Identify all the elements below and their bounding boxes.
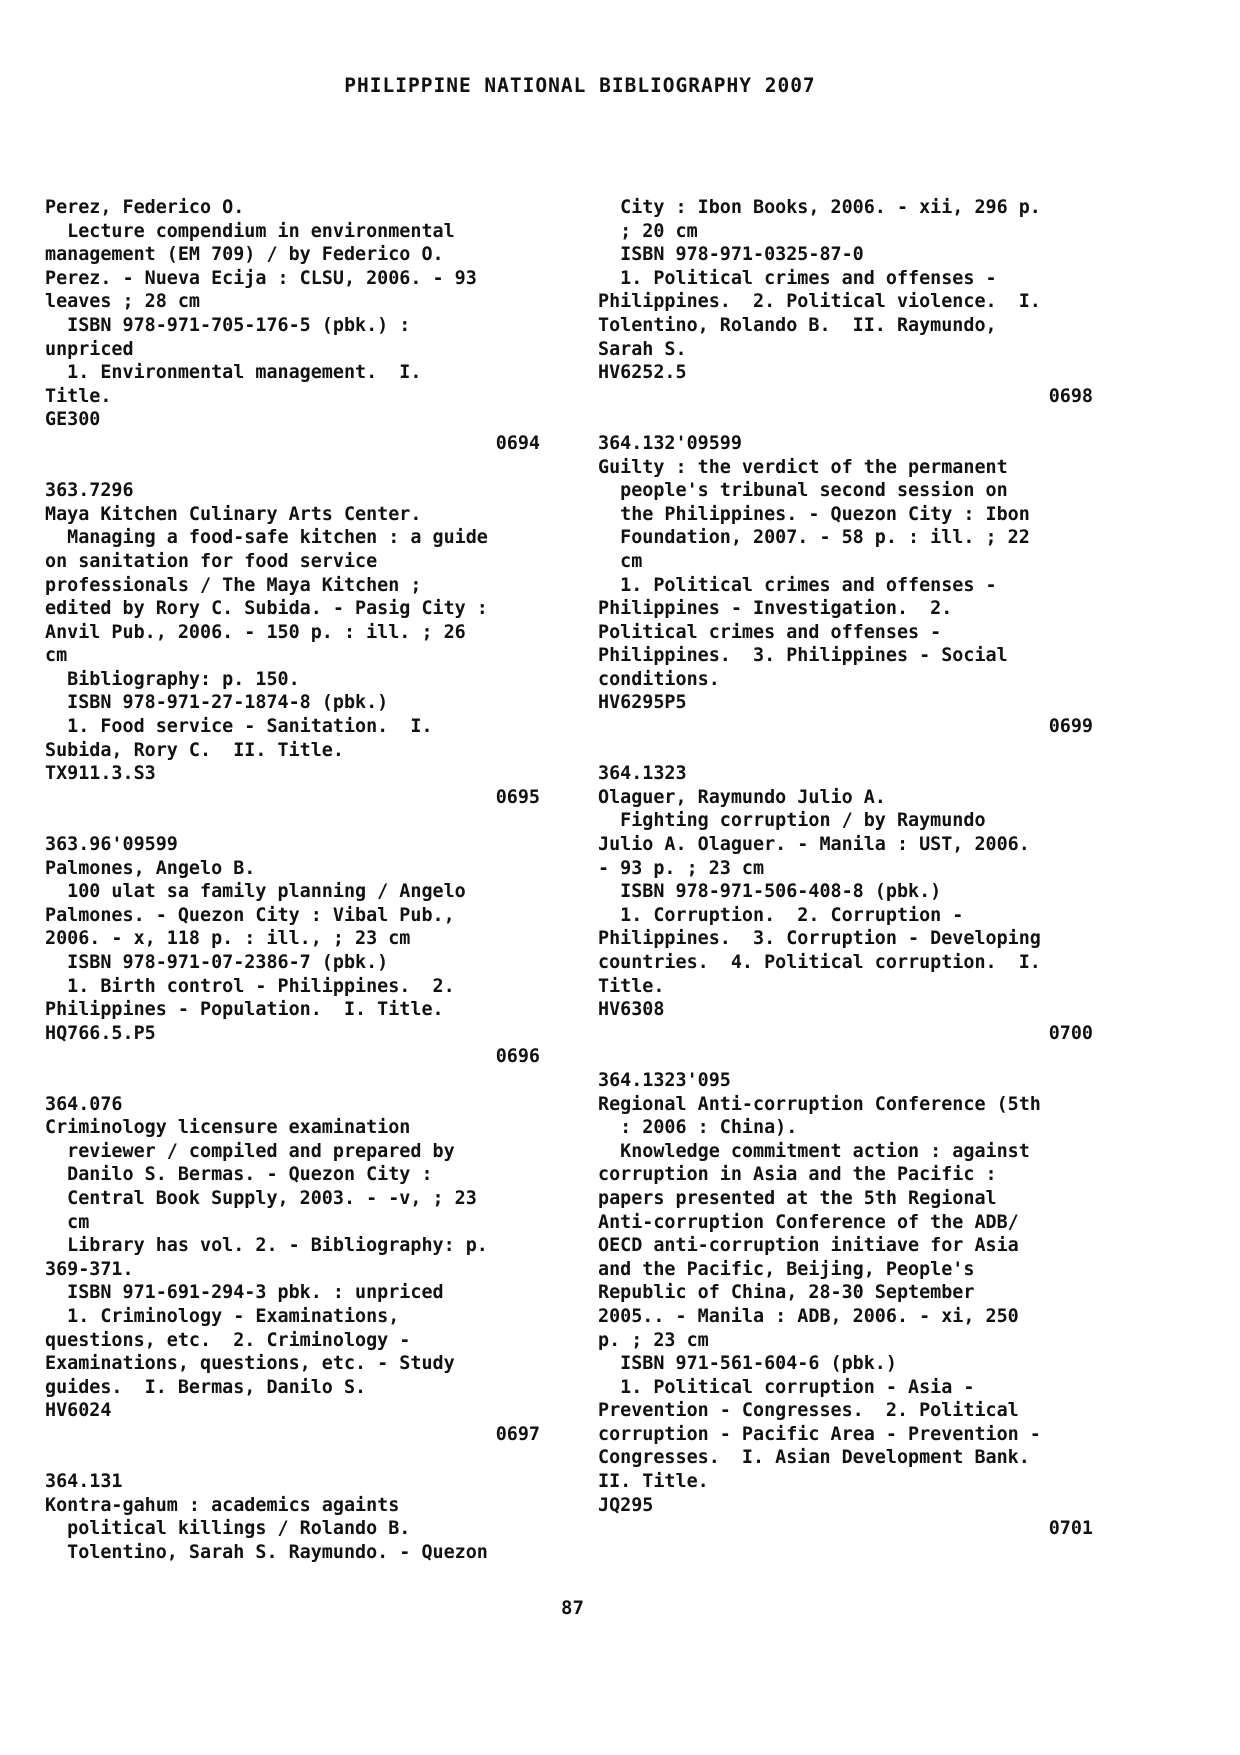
entry-line: Perez, Federico O. — [45, 197, 245, 218]
entry-line: Julio A. Olaguer. - Manila : UST, 2006. — [598, 834, 1030, 856]
entry-line: questions, etc. 2. Criminology - — [45, 1329, 411, 1351]
entry-line: HV6024 — [45, 1400, 112, 1422]
entry-line: Republic of China, 28-30 September — [598, 1282, 975, 1304]
entry-line: 1. Criminology - Examinations, — [45, 1305, 400, 1327]
entry-line: political killings / Rolando B. — [45, 1518, 411, 1540]
entry-line: ISBN 978-971-07-2386-7 (pbk.) — [45, 952, 389, 973]
entry-line: Anti-corruption Conference of the ADB/ — [598, 1211, 1019, 1233]
entry-line: Kontra-gahum : academics againts — [45, 1494, 400, 1516]
entry-line: 369-371. — [45, 1258, 134, 1280]
entry-line: Foundation, 2007. - 58 p. : ill. ; 22 — [598, 527, 1030, 549]
entry-spacer — [598, 408, 1093, 432]
entry-line: HQ766.5.P5 — [45, 1022, 156, 1044]
entry-line: Philippines. 2. Political violence. I. — [598, 291, 1041, 313]
entry-line: Prevention - Congresses. 2. Political — [598, 1400, 1019, 1422]
entry-line: City : Ibon Books, 2006. - xii, 296 p. — [598, 197, 1041, 218]
entry-line: Sarah S. — [598, 338, 687, 360]
entry-line: II. Title. — [598, 1471, 709, 1493]
entry-line: 1. Food service - Sanitation. I. — [45, 716, 433, 738]
entry-line: management (EM 709) / by Federico O. — [45, 244, 444, 266]
entry-line: OECD anti-corruption initiave for Asia — [598, 1235, 1019, 1257]
entry-line: Bibliography: p. 150. — [45, 668, 300, 690]
entry-line: 100 ulat sa family planning / Angelo — [45, 881, 466, 903]
entry-line: ISBN 971-561-604-6 (pbk.) — [598, 1353, 897, 1375]
entry-line: GE300 — [45, 409, 101, 431]
left-column — [45, 196, 540, 1564]
entry-line: Palmones. - Quezon City : Vibal Pub., — [45, 904, 455, 926]
entry-line: cm — [45, 1211, 90, 1233]
entry-line: Examinations, questions, etc. - Study — [45, 1353, 455, 1375]
entry-number: 0699 — [1048, 716, 1093, 738]
entry-line: 1. Corruption. 2. Corruption - — [598, 904, 964, 926]
entry-line: people's tribunal second session on — [598, 480, 1008, 502]
entry-line: papers presented at the 5th Regional — [598, 1187, 997, 1209]
entry-line: unpriced — [45, 338, 134, 360]
entry-line: Central Book Supply, 2003. - -v, ; 23 — [45, 1187, 477, 1209]
entry-line: 1. Political crimes and offenses - — [598, 267, 997, 289]
entry-line: 363.7296 — [45, 480, 134, 502]
entry-number: 0701 — [1048, 1518, 1093, 1540]
entry-number: 0694 — [495, 432, 540, 454]
entry-line: leaves ; 28 cm — [45, 291, 201, 313]
entry-line: Philippines - Investigation. 2. — [598, 598, 953, 620]
page-title: PHILIPPINE NATIONAL BIBLIOGRAPHY 2007 — [344, 74, 816, 97]
entry-line: cm — [598, 550, 643, 572]
entry-line: cm — [45, 645, 68, 667]
entry-line: Congresses. I. Asian Development Bank. — [598, 1447, 1030, 1469]
entry-line: reviewer / compiled and prepared by — [45, 1140, 455, 1162]
entry-line: HV6295P5 — [598, 692, 687, 714]
entry-line: Philippines. 3. Philippines - Social — [598, 645, 1008, 667]
entry-line: 364.1323'095 — [598, 1069, 731, 1091]
entry-line: corruption in Asia and the Pacific : — [598, 1164, 997, 1186]
entry-line: Guilty : the verdict of the permanent — [598, 456, 1008, 478]
entry-line: Political crimes and offenses - — [598, 621, 942, 643]
entry-line: ; 20 cm — [598, 220, 698, 242]
entry-number: 0697 — [495, 1423, 540, 1445]
entry-line: TX911.3.S3 — [45, 763, 156, 785]
entry-spacer — [598, 739, 1093, 763]
entry-line: Tolentino, Rolando B. II. Raymundo, — [598, 314, 997, 336]
entry-line: 1. Political crimes and offenses - — [598, 574, 997, 596]
entry-spacer — [598, 1045, 1093, 1069]
entry-line: edited by Rory C. Subida. - Pasig City : — [45, 598, 488, 620]
entry-line: conditions. — [598, 668, 720, 690]
entry-line: p. ; 23 cm — [598, 1329, 709, 1351]
entry-number: 0700 — [1048, 1022, 1093, 1044]
entry-spacer — [45, 1446, 540, 1470]
entry-line: Knowledge commitment action : against — [598, 1140, 1030, 1162]
entry-line: ISBN 978-971-0325-87-0 — [598, 244, 864, 266]
entry-line: guides. I. Bermas, Danilo S. — [45, 1376, 367, 1398]
entry-line: Danilo S. Bermas. - Quezon City : — [45, 1164, 433, 1186]
entry-line: 1. Political corruption - Asia - — [598, 1376, 975, 1398]
entry-number: 0698 — [1048, 385, 1093, 407]
entry-line: HV6252.5 — [598, 362, 687, 384]
entry-line: ISBN 978-971-705-176-5 (pbk.) : — [45, 314, 411, 336]
entry-line: the Philippines. - Quezon City : Ibon — [598, 503, 1030, 525]
entry-line: 2005.. - Manila : ADB, 2006. - xi, 250 — [598, 1305, 1019, 1327]
entry-line: Olaguer, Raymundo Julio A. — [598, 786, 886, 808]
entry-line: Managing a food-safe kitchen : a guide — [45, 527, 488, 549]
entry-spacer — [45, 456, 540, 480]
entry-line: Regional Anti-corruption Conference (5th — [598, 1093, 1041, 1115]
entry-line: Fighting corruption / by Raymundo — [598, 810, 986, 832]
entry-line: Perez. - Nueva Ecija : CLSU, 2006. - 93 — [45, 267, 477, 289]
entry-line: 364.076 — [45, 1093, 123, 1115]
entry-line: JQ295 — [598, 1494, 654, 1516]
entry-line: Palmones, Angelo B. — [45, 857, 256, 879]
entry-line: 1. Environmental management. I. — [45, 362, 422, 384]
entry-line: Library has vol. 2. - Bibliography: p. — [45, 1235, 488, 1257]
entry-line: Criminology licensure examination — [45, 1117, 411, 1139]
entry-line: 1. Birth control - Philippines. 2. — [45, 975, 455, 997]
entry-line: Tolentino, Sarah S. Raymundo. - Quezon — [45, 1541, 488, 1563]
entry-line: corruption - Pacific Area - Prevention - — [598, 1423, 1041, 1445]
entry-line: Lecture compendium in environmental — [45, 220, 455, 242]
entry-line: Philippines. 3. Corruption - Developing — [598, 928, 1041, 950]
entry-line: ISBN 971-691-294-3 pbk. : unpriced — [45, 1282, 444, 1304]
entry-line: 364.131 — [45, 1471, 123, 1493]
entry-line: : 2006 : China). — [598, 1117, 798, 1139]
entry-spacer — [45, 1069, 540, 1093]
entry-number: 0696 — [495, 1046, 540, 1068]
entry-line: Maya Kitchen Culinary Arts Center. — [45, 503, 422, 525]
entry-line: ISBN 978-971-506-408-8 (pbk.) — [598, 881, 942, 903]
entry-line: - 93 p. ; 23 cm — [598, 857, 765, 879]
entry-line: 364.132'09599 — [598, 432, 742, 454]
entry-line: Subida, Rory C. II. Title. — [45, 739, 344, 761]
entry-spacer — [45, 809, 540, 833]
entry-line: countries. 4. Political corruption. I. — [598, 952, 1041, 973]
entry-number: 0695 — [495, 786, 540, 808]
entry-line: professionals / The Maya Kitchen ; — [45, 574, 422, 596]
entry-line: 2006. - x, 118 p. : ill., ; 23 cm — [45, 928, 411, 950]
entry-line: ISBN 978-971-27-1874-8 (pbk.) — [45, 692, 389, 714]
entry-line: Anvil Pub., 2006. - 150 p. : ill. ; 26 — [45, 621, 466, 643]
entry-line: and the Pacific, Beijing, People's — [598, 1258, 975, 1280]
entry-line: Philippines - Population. I. Title. — [45, 999, 444, 1021]
entry-line: HV6308 — [598, 999, 665, 1021]
entry-line: on sanitation for food service — [45, 550, 378, 572]
page-number: 87 — [561, 1597, 584, 1619]
entry-line: 364.1323 — [598, 763, 687, 785]
right-column — [598, 196, 1093, 1541]
entry-line: 363.96'09599 — [45, 834, 178, 856]
entry-line: Title. — [598, 975, 665, 997]
entry-line: Title. — [45, 385, 112, 407]
